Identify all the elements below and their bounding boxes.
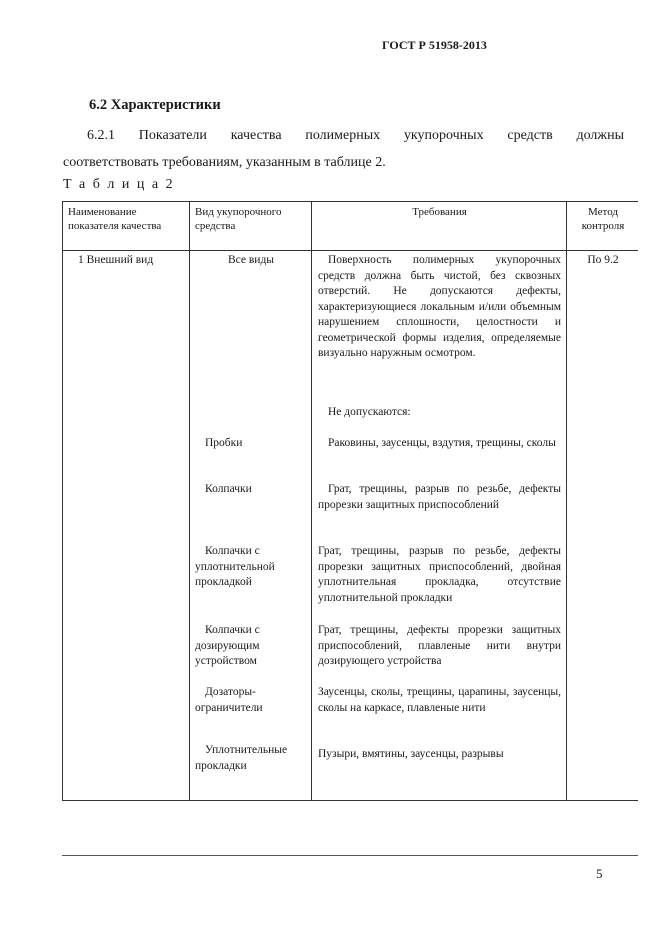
type-caps-gasket: Колпачки с уплотнительной прокладкой — [195, 545, 275, 588]
paragraph-line-2: соответствовать требованиям, указанным в таблице 2. — [63, 155, 386, 170]
requirement-caps-gasket: Грат, трещины, разрыв по резьбе, дефекты прорезки защитных приспособлений, двойная уплотнительная прокладка, отсутствие уплотнительной прокладки — [318, 545, 561, 604]
indicator-name: 1 Внешний вид — [78, 254, 154, 266]
paragraph-6-2-1 — [63, 122, 624, 176]
requirement-caps: Грат, трещины, разрыв по резьбе, дефекты прорезки защитных приспособлений — [318, 483, 561, 511]
requirement-gaskets: Пузыри, вмятины, заусенцы, разрывы — [318, 748, 504, 760]
type-stoppers: Пробки — [205, 437, 243, 449]
requirement-caps-dosing: Грат, трещины, дефекты прорезки защитных приспособлений, плавленые нити внутри дозирующего устройства — [318, 624, 561, 667]
header-name: Наименование показателя качества — [68, 206, 162, 232]
footer-rule — [62, 855, 638, 856]
type-caps-dosing: Колпачки с дозирующим устройством — [195, 624, 260, 667]
requirement-dispensers: Заусенцы, сколы, трещины, царапины, заусенцы, сколы на каркасе, плавленые нити — [318, 686, 561, 714]
header-method: Метод контроля — [581, 206, 625, 232]
document-header: ГОСТ Р 51958-2013 — [382, 38, 487, 52]
table-header-divider — [62, 250, 638, 251]
table-caption: Т а б л и ц а 2 — [63, 177, 175, 192]
page-number: 5 — [596, 866, 603, 881]
type-gaskets: Уплотнительные прокладки — [195, 744, 288, 772]
section-title: 6.2 Характеристики — [89, 97, 221, 113]
requirement-intro: Не допускаются: — [328, 406, 411, 418]
paragraph-line-1: 6.2.1 Показатели качества полимерных укупорочных средств должны — [87, 128, 624, 143]
control-method: По 9.2 — [587, 254, 619, 266]
table-divider — [566, 201, 567, 801]
header-requirements: Требования — [412, 206, 467, 218]
table-divider — [311, 201, 312, 801]
requirement-all: Поверхность полимерных укупорочных средств должна быть чистой, без сквозных отверстий. Не допускаются дефекты, характеризующиеся локальным и/или объемным нарушением сплошности, целостности и геометрической формы изделия, определяемые визуально наружным осмотром. — [318, 254, 561, 359]
type-all: Все виды — [227, 254, 275, 266]
type-dispensers: Дозаторы-ограничители — [195, 686, 263, 714]
requirement-stoppers: Раковины, заусенцы, вздутия, трещины, сколы — [328, 437, 556, 449]
table-divider — [189, 201, 190, 801]
header-type: Вид укупорочного средства — [195, 206, 282, 232]
type-caps: Колпачки — [205, 483, 252, 495]
